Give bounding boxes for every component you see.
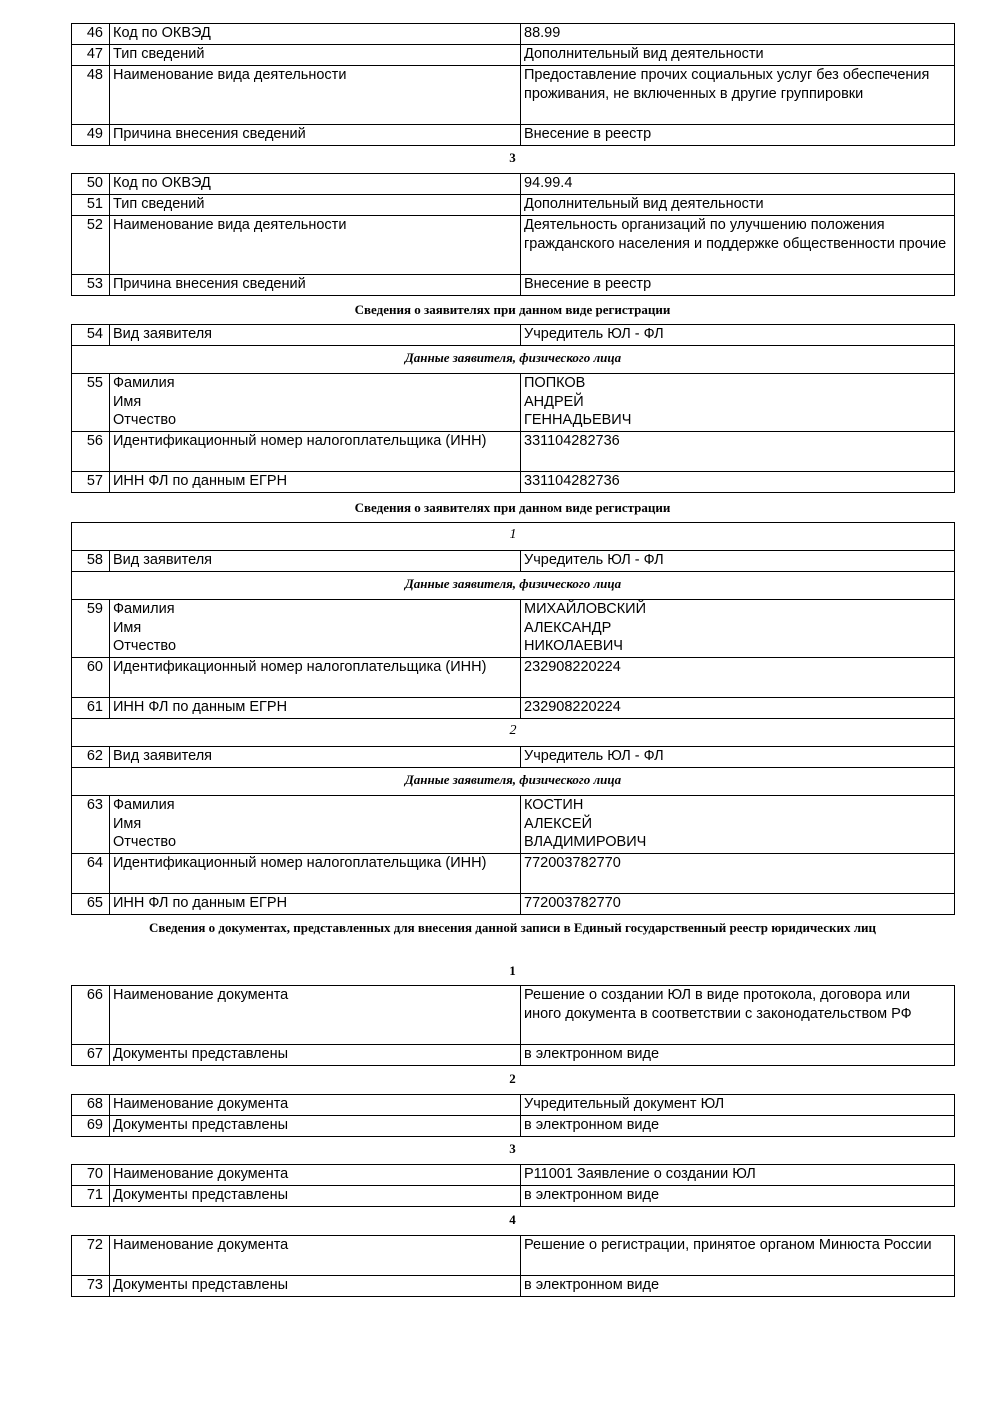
row-label: Тип сведений	[110, 45, 521, 66]
document-table	[71, 985, 955, 1066]
row-label: Вид заявителя	[110, 325, 521, 346]
row-number: 46	[72, 24, 110, 45]
name-value: АЛЕКСАНДР	[524, 619, 612, 636]
table-row	[72, 125, 955, 146]
row-value: 772003782770	[521, 854, 955, 894]
row-value: Дополнительный вид деятельности	[521, 45, 955, 66]
subheading-row	[72, 572, 955, 600]
applicant-subheading: Данные заявителя, физического лица	[72, 768, 955, 796]
row-label: Причина внесения сведений	[110, 275, 521, 296]
position-row	[72, 719, 955, 747]
document-block	[71, 985, 954, 1066]
table-row	[72, 195, 955, 216]
row-value: Решение о регистрации, принятое органом Минюста России	[521, 1236, 955, 1276]
table-row	[72, 747, 955, 768]
applicants-table	[71, 522, 955, 915]
applicant-subheading: Данные заявителя, физического лица	[72, 346, 955, 374]
row-label: Наименование вида деятельности	[110, 216, 521, 275]
table-row	[72, 1236, 955, 1276]
name-value: АНДРЕЙ	[524, 393, 584, 410]
surname-label: Фамилия	[113, 375, 175, 391]
surname-value: ПОПКОВ	[524, 375, 586, 391]
row-value: Р11001 Заявление о создании ЮЛ	[521, 1165, 955, 1186]
surname-value: КОСТИН	[524, 797, 584, 813]
row-value: 88.99	[521, 24, 955, 45]
subheading-row	[72, 768, 955, 796]
row-label: Документы представлены	[110, 1045, 521, 1066]
table-row	[72, 325, 955, 346]
row-number: 61	[72, 698, 110, 719]
row-label: Документы представлены	[110, 1186, 521, 1207]
row-number: 53	[72, 275, 110, 296]
okved-block-3	[71, 173, 954, 296]
applicants-heading: Сведения о заявителях при данном виде регистрации	[354, 302, 671, 317]
row-number: 48	[72, 66, 110, 125]
surname-label: Фамилия	[113, 601, 175, 617]
table-row	[72, 275, 955, 296]
row-value: в электронном виде	[521, 1116, 955, 1137]
row-value: Учредительный документ ЮЛ	[521, 1095, 955, 1116]
document-table	[71, 1094, 955, 1137]
name-label: Имя	[113, 815, 142, 832]
document-position: 2	[509, 1071, 516, 1086]
patronymic-value: ГЕННАДЬЕВИЧ	[524, 412, 632, 429]
row-value: 232908220224	[521, 698, 955, 719]
subheading-row	[72, 346, 955, 374]
row-label: Документы представлены	[110, 1276, 521, 1297]
patronymic-value: ВЛАДИМИРОВИЧ	[524, 834, 647, 851]
fio-values	[521, 796, 955, 854]
document-table	[71, 1164, 955, 1207]
row-value: Решение о создании ЮЛ в виде протокола, договора или иного документа в соответствии с законодательством РФ	[521, 986, 955, 1045]
row-value: 94.99.4	[521, 174, 955, 195]
name-label: Имя	[113, 393, 142, 410]
table-row	[72, 66, 955, 125]
fio-labels	[110, 600, 521, 658]
okved-group-number: 3	[509, 150, 516, 165]
row-label: Причина внесения сведений	[110, 125, 521, 146]
row-value: в электронном виде	[521, 1186, 955, 1207]
document-position: 4	[509, 1212, 516, 1227]
row-number: 62	[72, 747, 110, 768]
row-number: 59	[72, 600, 110, 658]
row-number: 47	[72, 45, 110, 66]
table-row	[72, 796, 955, 854]
row-value: в электронном виде	[521, 1276, 955, 1297]
fio-values	[521, 600, 955, 658]
row-number: 63	[72, 796, 110, 854]
row-value: Предоставление прочих социальных услуг без обеспечения проживания, не включенных в другие группировки	[521, 66, 955, 125]
patronymic-label: Отчество	[113, 638, 177, 655]
row-label: Вид заявителя	[110, 747, 521, 768]
table-row	[72, 551, 955, 572]
row-number: 55	[72, 374, 110, 432]
row-number: 58	[72, 551, 110, 572]
document-block	[71, 1094, 954, 1137]
surname-label: Фамилия	[113, 797, 175, 813]
table-row	[72, 472, 955, 493]
row-label: Наименование вида деятельности	[110, 66, 521, 125]
applicants-heading: Сведения о заявителях при данном виде регистрации	[354, 500, 671, 515]
position-row	[72, 523, 955, 551]
surname-value: МИХАЙЛОВСКИЙ	[524, 601, 647, 617]
applicant-block	[71, 324, 954, 493]
table-row	[72, 1276, 955, 1297]
row-value: Внесение в реестр	[521, 275, 955, 296]
row-number: 69	[72, 1116, 110, 1137]
row-label: Наименование документа	[110, 1095, 521, 1116]
row-label: Код по ОКВЭД	[110, 24, 521, 45]
document-table	[71, 1235, 955, 1297]
row-label: Наименование документа	[110, 1236, 521, 1276]
row-number: 71	[72, 1186, 110, 1207]
row-label: Идентификационный номер налогоплательщика (ИНН)	[110, 854, 521, 894]
document-block	[71, 1235, 954, 1297]
row-value: Учредитель ЮЛ - ФЛ	[521, 747, 955, 768]
table-row	[72, 658, 955, 698]
row-label: Тип сведений	[110, 195, 521, 216]
document-block	[71, 1164, 954, 1207]
table-row	[72, 174, 955, 195]
row-value: 232908220224	[521, 658, 955, 698]
row-number: 49	[72, 125, 110, 146]
name-value: АЛЕКСЕЙ	[524, 815, 593, 832]
table-row	[72, 1116, 955, 1137]
okved-block-2	[71, 23, 954, 146]
patronymic-label: Отчество	[113, 834, 177, 851]
fio-values	[521, 374, 955, 432]
row-label: Идентификационный номер налогоплательщика (ИНН)	[110, 658, 521, 698]
table-row	[72, 600, 955, 658]
table-row	[72, 45, 955, 66]
documents-heading: Сведения о документах, представленных для внесения данной записи в Единый государственный реестр юридических лиц	[149, 920, 876, 935]
row-number: 50	[72, 174, 110, 195]
row-value: 331104282736	[521, 472, 955, 493]
row-value: 331104282736	[521, 432, 955, 472]
row-label: Вид заявителя	[110, 551, 521, 572]
name-label: Имя	[113, 619, 142, 636]
table-row	[72, 1186, 955, 1207]
row-number: 52	[72, 216, 110, 275]
row-number: 51	[72, 195, 110, 216]
applicant-position: 2	[72, 719, 955, 747]
row-number: 67	[72, 1045, 110, 1066]
row-number: 64	[72, 854, 110, 894]
table-row	[72, 216, 955, 275]
row-value: Дополнительный вид деятельности	[521, 195, 955, 216]
table-row	[72, 432, 955, 472]
applicant-table	[71, 324, 955, 493]
document-position: 3	[509, 1141, 516, 1156]
table-row	[72, 1165, 955, 1186]
table-row	[72, 854, 955, 894]
table-row	[72, 24, 955, 45]
row-value: в электронном виде	[521, 1045, 955, 1066]
table-row	[72, 374, 955, 432]
applicant-position: 1	[72, 523, 955, 551]
row-number: 68	[72, 1095, 110, 1116]
okved-table	[71, 23, 955, 146]
row-label: Наименование документа	[110, 1165, 521, 1186]
row-value: Учредитель ЮЛ - ФЛ	[521, 551, 955, 572]
patronymic-value: НИКОЛАЕВИЧ	[524, 638, 623, 655]
row-label: Наименование документа	[110, 986, 521, 1045]
table-row	[72, 986, 955, 1045]
row-value: 772003782770	[521, 894, 955, 915]
row-number: 56	[72, 432, 110, 472]
table-row	[72, 1045, 955, 1066]
patronymic-label: Отчество	[113, 412, 177, 429]
row-label: ИНН ФЛ по данным ЕГРН	[110, 472, 521, 493]
row-label: ИНН ФЛ по данным ЕГРН	[110, 698, 521, 719]
applicants-list	[71, 522, 954, 915]
row-label: Документы представлены	[110, 1116, 521, 1137]
table-row	[72, 894, 955, 915]
fio-labels	[110, 796, 521, 854]
row-number: 70	[72, 1165, 110, 1186]
row-label: Код по ОКВЭД	[110, 174, 521, 195]
row-number: 65	[72, 894, 110, 915]
row-value: Учредитель ЮЛ - ФЛ	[521, 325, 955, 346]
row-label: ИНН ФЛ по данным ЕГРН	[110, 894, 521, 915]
row-number: 73	[72, 1276, 110, 1297]
okved-table	[71, 173, 955, 296]
row-number: 60	[72, 658, 110, 698]
row-number: 57	[72, 472, 110, 493]
row-value: Внесение в реестр	[521, 125, 955, 146]
applicant-subheading: Данные заявителя, физического лица	[72, 572, 955, 600]
table-row	[72, 1095, 955, 1116]
row-value: Деятельность организаций по улучшению положения гражданского населения и поддержке общественности прочие	[521, 216, 955, 275]
row-number: 54	[72, 325, 110, 346]
document-position: 1	[509, 963, 516, 978]
table-row	[72, 698, 955, 719]
row-number: 66	[72, 986, 110, 1045]
row-label: Идентификационный номер налогоплательщика (ИНН)	[110, 432, 521, 472]
fio-labels	[110, 374, 521, 432]
row-number: 72	[72, 1236, 110, 1276]
